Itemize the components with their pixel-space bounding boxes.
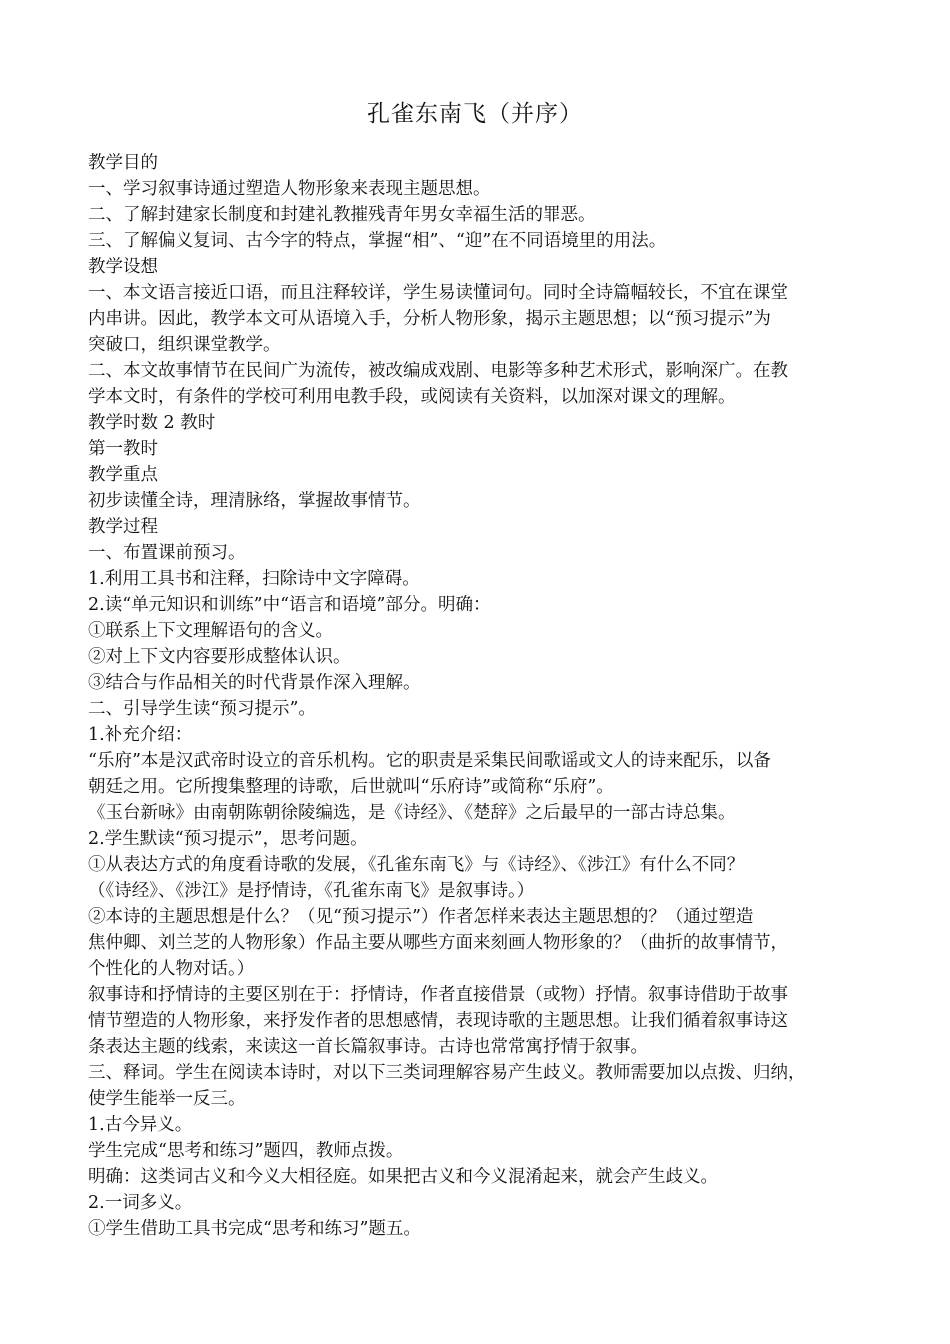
text-line: 教学设想 bbox=[88, 257, 158, 277]
text-line: 三、释词。学生在阅读本诗时，对以下三类词理解容易产生歧义。教师需要加以点拨、归纳， bbox=[88, 1063, 806, 1083]
document-title: 孔雀东南飞（并序） bbox=[367, 101, 583, 127]
text-line: 个性化的人物对话。） bbox=[88, 959, 255, 979]
text-line: ①学生借助工具书完成“思考和练习”题五。 bbox=[88, 1219, 421, 1239]
text-line: 教学重点 bbox=[88, 465, 158, 485]
text-line: ②对上下文内容要形成整体认识。 bbox=[88, 647, 351, 667]
text-line: 学本文时，有条件的学校可利用电教手段，或阅读有关资料，以加深对课文的理解。 bbox=[88, 387, 736, 407]
text-line: 一、布置课前预习。 bbox=[88, 543, 246, 563]
text-line: 学生完成“思考和练习”题四，教师点拨。 bbox=[88, 1141, 404, 1161]
text-line: ①从表达方式的角度看诗歌的发展，《孔雀东南飞》与《诗经》、《涉江》有什么不同？ bbox=[88, 855, 745, 875]
text-line: 《玉台新咏》由南朝陈朝徐陵编选，是《诗经》、《楚辞》之后最早的一部古诗总集。 bbox=[88, 803, 736, 823]
text-line: 2.学生默读“预习提示”，思考问题。 bbox=[88, 829, 368, 849]
text-line: ③结合与作品相关的时代背景作深入理解。 bbox=[88, 673, 421, 693]
text-line: 二、引导学生读“预习提示”。 bbox=[88, 699, 316, 719]
text-line: 一、本文语言接近口语，而且注释较详，学生易读懂词句。同时全诗篇幅较长，不宜在课堂 bbox=[88, 283, 788, 303]
text-line: 2.一词多义。 bbox=[88, 1193, 193, 1213]
text-line: 朝廷之用。它所搜集整理的诗歌，后世就叫“乐府诗”或简称“乐府”。 bbox=[88, 777, 614, 797]
text-line: 使学生能举一反三。 bbox=[88, 1089, 246, 1109]
text-line: 一、学习叙事诗通过塑造人物形象来表现主题思想。 bbox=[88, 179, 491, 199]
text-line: 焦仲卿、刘兰芝的人物形象）作品主要从哪些方面来刻画人物形象的？（曲折的故事情节， bbox=[88, 933, 788, 953]
text-line: 二、本文故事情节在民间广为流传，被改编成戏剧、电影等多种艺术形式，影响深广。在教 bbox=[88, 361, 788, 381]
text-line: 突破口，组织课堂教学。 bbox=[88, 335, 281, 355]
text-line: 教学过程 bbox=[88, 517, 158, 537]
text-line: “乐府”本是汉武帝时设立的音乐机构。它的职责是采集民间歌谣或文人的诗来配乐，以备 bbox=[88, 751, 771, 771]
text-line: 条表达主题的线索，来读这一首长篇叙事诗。古诗也常常寓抒情于叙事。 bbox=[88, 1037, 648, 1057]
text-line: 1.补充介绍： bbox=[88, 725, 193, 745]
text-line: 教学时数 2 教时 bbox=[88, 413, 216, 433]
text-line: 情节塑造的人物形象，来抒发作者的思想感情，表现诗歌的主题思想。让我们循着叙事诗这 bbox=[88, 1011, 788, 1031]
text-line: 教学目的 bbox=[88, 153, 158, 173]
text-line: 1.利用工具书和注释，扫除诗中文字障碍。 bbox=[88, 569, 420, 589]
text-line: 内串讲。因此，教学本文可从语境入手，分析人物形象，揭示主题思想；以“预习提示”为 bbox=[88, 309, 771, 329]
text-line: 明确：这类词古义和今义大相径庭。如果把古义和今义混淆起来，就会产生歧义。 bbox=[88, 1167, 718, 1187]
text-line: 三、了解偏义复词、古今字的特点，掌握“相”、“迎”在不同语境里的用法。 bbox=[88, 231, 667, 251]
text-line: 叙事诗和抒情诗的主要区别在于：抒情诗，作者直接借景（或物）抒情。叙事诗借助于故事 bbox=[88, 985, 788, 1005]
document-body bbox=[88, 150, 868, 1242]
text-line: 1.古今异义。 bbox=[88, 1115, 193, 1135]
text-line: ①联系上下文理解语句的含义。 bbox=[88, 621, 333, 641]
text-line: 二、了解封建家长制度和封建礼教摧残青年男女幸福生活的罪恶。 bbox=[88, 205, 596, 225]
text-line: 第一教时 bbox=[88, 439, 158, 459]
text-line: 2.读“单元知识和训练”中“语言和语境”部分。明确： bbox=[88, 595, 491, 615]
text-line: 初步读懂全诗，理清脉络，掌握故事情节。 bbox=[88, 491, 421, 511]
text-line: ②本诗的主题思想是什么？（见“预习提示”）作者怎样来表达主题思想的？（通过塑造 bbox=[88, 907, 754, 927]
text-line: （《诗经》、《涉江》是抒情诗，《孔雀东南飞》是叙事诗。） bbox=[88, 881, 535, 901]
